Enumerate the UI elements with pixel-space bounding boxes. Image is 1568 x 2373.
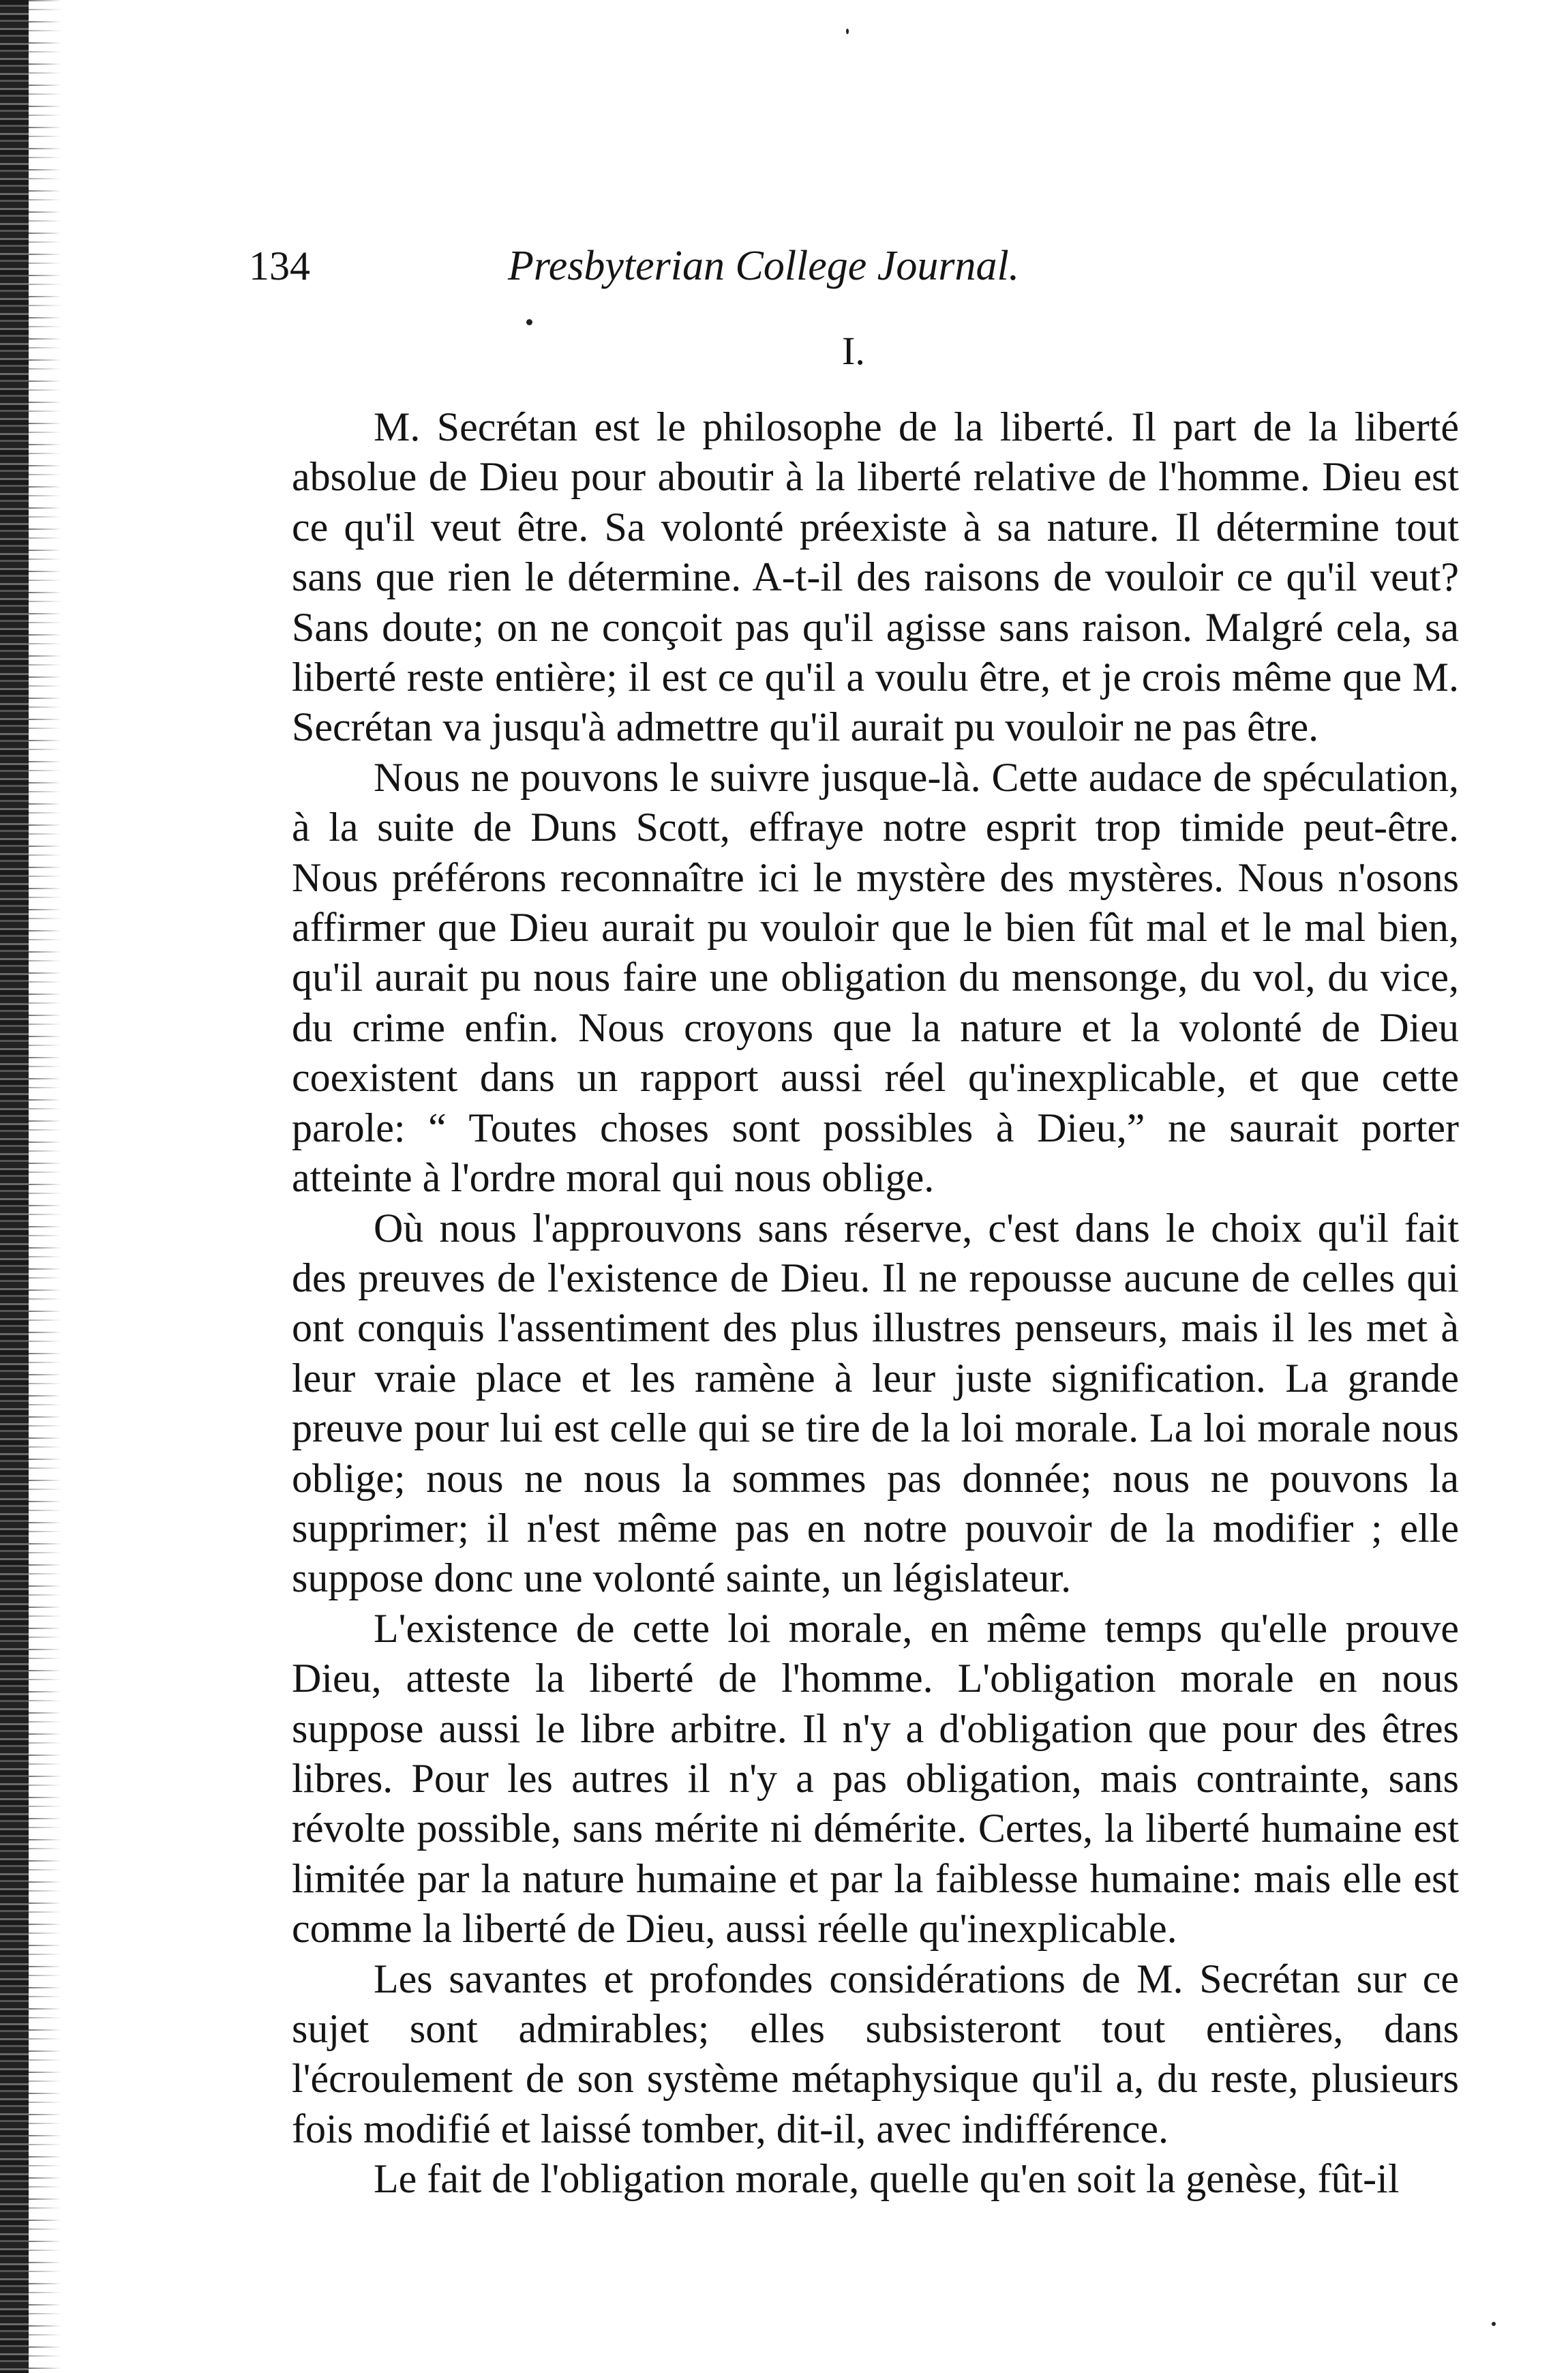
paragraph: L'existence de cette loi morale, en même temps qu'elle prouve Dieu, atteste la liberté de l'homme. L'obligation morale en nous suppose aussi le libre arbitre. Il n'y a d'obligation que pour des êtres libres. Pour les autres il n'y a pas obligation, mais contrainte, sans révolte possible, sans mérite ni démérite. Certes, la liberté humaine est limitée par la nature humaine et par la faiblesse humaine: mais elle est comme la liberté de Dieu, aussi réelle qu'inexplicable.: [292, 1605, 1459, 1952]
journal-title: Presbyterian College Journal.: [508, 243, 1020, 289]
book-binding-edge: [0, 0, 29, 2373]
paragraph: Les savantes et profondes considérations de M. Secrétan sur ce sujet sont admirables; elles subsisteront tout entières, dans l'écroulement de son système métaphysique qu'il a, du reste, plusieurs fois modifié et laissé tomber, dit-il, avec indifférence.: [292, 1956, 1459, 2151]
paragraph: Le fait de l'obligation morale, quelle qu'en soit la genèse, fût-il: [374, 2156, 1400, 2202]
paragraph: Où nous l'approuvons sans réserve, c'est dans le choix qu'il fait des preuves de l'existence de Dieu. Il ne repousse aucune de celles qui ont conquis l'assentiment des plus illustres penseurs, mais il les met à leur vraie place et les ramène à leur juste signification. La grande preuve pour lui est celle qui se tire de la loi morale. La loi morale nous oblige; nous ne nous la sommes pas donnée; nous ne pouvons la supprimer; il n'est même pas en notre pouvoir de la modifier ; elle suppose donc une volonté sainte, un législateur.: [292, 1205, 1459, 1601]
ink-speck: [1492, 2322, 1496, 2326]
paragraph: Nous ne pouvons le suivre jusque-là. Cette audace de spéculation, à la suite de Duns Scott, effraye notre esprit trop timide peut-être. Nous préférons reconnaître ici le mystère des mystères. Nous n'osons affirmer que Dieu aurait pu vouloir que le bien fût mal et le mal bien, qu'il aurait pu nous faire une obligation du mensonge, du vol, du vice, du crime enfin. Nous croyons que la nature et la volonté de Dieu coexistent dans un rapport aussi réel qu'inexplicable, et que cette parole: “ Toutes choses sont possibles à Dieu,” ne saurait porter atteinte à l'ordre moral qui nous oblige.: [292, 754, 1459, 1201]
running-head: [249, 235, 1462, 297]
ink-speck: [846, 29, 849, 34]
page-number: 134: [249, 243, 310, 288]
body-text: [292, 402, 1459, 2205]
paragraph: M. Secrétan est le philosophe de la liberté. Il part de la liberté absolue de Dieu pour aboutir à la liberté relative de l'homme. Dieu est ce qu'il veut être. Sa volonté préexiste à sa nature. Il détermine tout sans que rien le détermine. A-t-il des raisons de vouloir ce qu'il veut? Sans doute; on ne conçoit pas qu'il agisse sans raison. Malgré cela, sa liberté reste entière; il est ce qu'il a voulu être, et je crois même que M. Secrétan va jusqu'à admettre qu'il aurait pu vouloir ne pas être.: [292, 404, 1459, 750]
section-numeral: I.: [842, 329, 865, 373]
ink-speck: [526, 319, 532, 325]
binding-shadow: [29, 0, 61, 2373]
